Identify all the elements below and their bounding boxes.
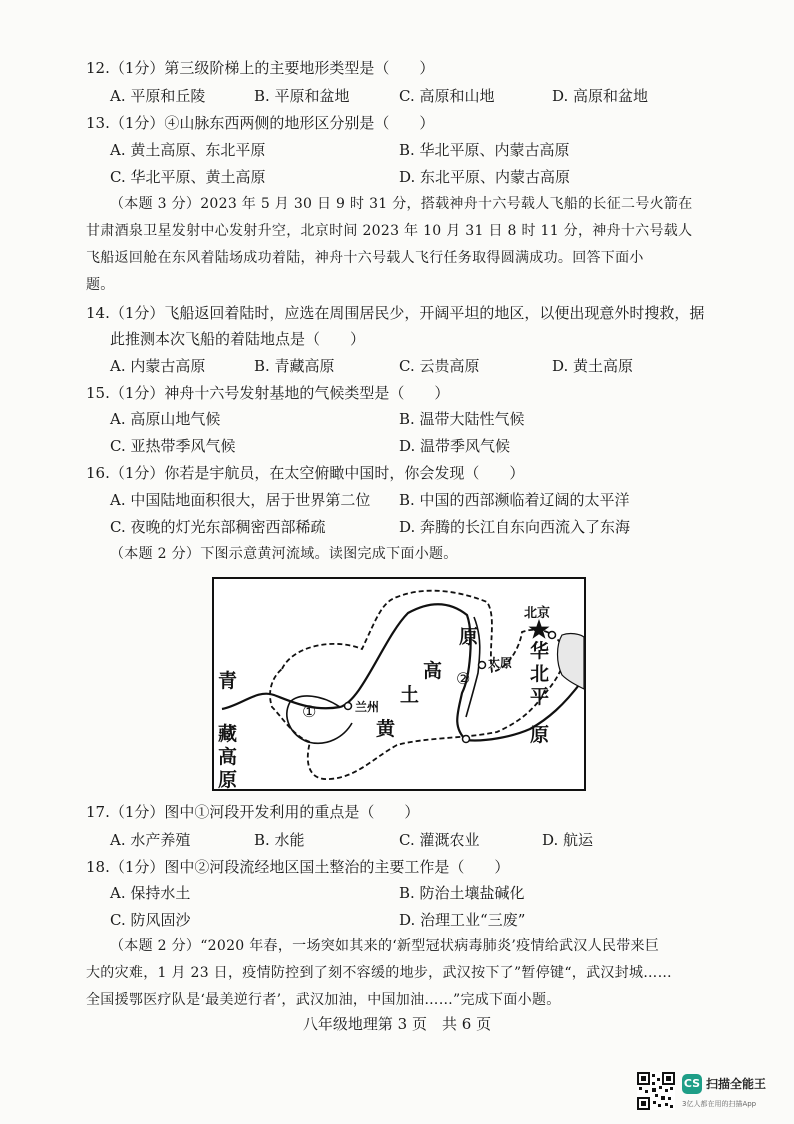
q18-stem: 18.（1分）图中②河段流经地区国土整治的主要工作是（ ） [86, 858, 510, 876]
q14-option-a[interactable]: A. 内蒙古高原 [110, 357, 206, 375]
q15-option-b[interactable]: B. 温带大陆性气候 [399, 410, 525, 428]
label-yuan-east: 原 [530, 724, 550, 746]
q15-option-c[interactable]: C. 亚热带季风气候 [110, 437, 236, 455]
q13-stem: 13.（1分）④山脉东西两侧的地形区分别是（ ） [86, 114, 435, 132]
q18-option-c[interactable]: C. 防风固沙 [110, 911, 191, 929]
q13-option-b[interactable]: B. 华北平原、内蒙古高原 [399, 141, 570, 159]
q17-option-d[interactable]: D. 航运 [542, 831, 594, 849]
passage1-line-2: 甘肃酒泉卫星发射中心发射升空，北京时间 2023 年 10 月 31 日 8 时 11 分，神舟十六号载人 [86, 223, 693, 239]
lanzhou-marker [345, 703, 352, 710]
q16-option-d[interactable]: D. 奔腾的长江自东向西流入了东海 [399, 518, 631, 536]
q16-option-a[interactable]: A. 中国陆地面积很大，居于世界第二位 [110, 491, 371, 509]
q18-option-a[interactable]: A. 保持水土 [110, 884, 191, 902]
q17-option-c[interactable]: C. 灌溉农业 [399, 831, 480, 849]
label-yuan-west: 原 [218, 769, 238, 791]
q17-option-b[interactable]: B. 水能 [254, 831, 305, 849]
label-gao-central: 高 [423, 660, 443, 682]
q14-stem-1: 14.（1分）飞船返回着陆时，应选在周围居民少，开阔平坦的地区，以便出现意外时搜救，据 [86, 304, 705, 322]
label-lanzhou: 兰州 [355, 700, 380, 714]
passage3-line-1: （本题 2 分）“2020 年春，一场突如其来的‘新型冠状病毒肺炎’疫情给武汉人民带来巨 [110, 938, 660, 954]
q17-option-a[interactable]: A. 水产养殖 [110, 831, 191, 849]
q16-option-c[interactable]: C. 夜晚的灯光东部稠密西部稀疏 [110, 518, 326, 536]
label-tu: 土 [400, 684, 420, 706]
passage1-line-3: 飞船返回舱在东风着陆场成功着陆，神舟十六号载人飞行任务取得圆满成功。回答下面小 [86, 250, 644, 266]
label-taiyuan: 太原 [488, 656, 513, 670]
q14-option-b[interactable]: B. 青藏高原 [254, 357, 335, 375]
q12-option-a[interactable]: A. 平原和丘陵 [110, 87, 206, 105]
q13-option-a[interactable]: A. 黄土高原、东北平原 [110, 141, 266, 159]
q17-stem: 17.（1分）图中①河段开发利用的重点是（ ） [86, 803, 420, 821]
label-circle-1: ① [302, 702, 317, 721]
label-beijing: 北京 [524, 606, 551, 621]
q15-option-a[interactable]: A. 高原山地气候 [110, 410, 221, 428]
label-zang: 藏 [218, 723, 238, 745]
passage3-line-2: 大的灾难，1 月 23 日，疫情防控到了刻不容缓的地步，武汉按下了”暂停键“，武汉封城…… [86, 965, 672, 981]
q18-option-d[interactable]: D. 治理工业“三废” [399, 911, 526, 929]
q15-option-d[interactable]: D. 温带季风气候 [399, 437, 511, 455]
taiyuan-marker [479, 662, 486, 669]
q13-option-c[interactable]: C. 华北平原、黄土高原 [110, 168, 266, 186]
qr-code-icon [637, 1072, 675, 1110]
label-yuan-central: 原 [459, 626, 479, 648]
zhengzhou-marker [463, 736, 470, 743]
page-footer: 八年级地理第 3 页 共 6 页 [302, 1015, 492, 1033]
q14-option-d[interactable]: D. 黄土高原 [552, 357, 634, 375]
label-gao-west: 高 [218, 746, 238, 768]
label-qing: 青 [218, 670, 238, 692]
q16-option-b[interactable]: B. 中国的西部濒临着辽阔的太平洋 [399, 491, 630, 509]
q12-option-c[interactable]: C. 高原和山地 [399, 87, 495, 105]
q12-option-b[interactable]: B. 平原和盆地 [254, 87, 350, 105]
q18-option-b[interactable]: B. 防治土壤盐碱化 [399, 884, 525, 902]
label-circle-2: ② [456, 669, 471, 688]
q16-stem: 16.（1分）你若是宇航员，在太空俯瞰中国时，你会发现（ ） [86, 464, 525, 482]
q13-option-d[interactable]: D. 东北平原、内蒙古高原 [399, 168, 571, 186]
passage2: （本题 2 分）下图示意黄河流域。读图完成下面小题。 [110, 546, 458, 562]
yellow-river-basin-map [212, 577, 586, 791]
jinan-marker [549, 632, 556, 639]
q15-stem: 15.（1分）神舟十六号发射基地的气候类型是（ ） [86, 384, 450, 402]
passage3-line-3: 全国援鄂医疗队是‘最美逆行者’，武汉加油，中国加油……”完成下面小题。 [86, 992, 561, 1008]
label-bei: 北 [530, 663, 550, 685]
q14-option-c[interactable]: C. 云贵高原 [399, 357, 480, 375]
label-hua: 华 [530, 640, 550, 662]
q12-stem: 12.（1分）第三级阶梯上的主要地形类型是（ ） [86, 59, 435, 77]
passage1-line-4: 题。 [86, 277, 115, 293]
q14-stem-2: 此推测本次飞船的着陆地点是（ ） [110, 330, 366, 348]
scanner-app-name: 扫描全能王 [706, 1077, 767, 1091]
label-ping: 平 [530, 686, 550, 708]
scanner-tagline: 3亿人都在用的扫描App [682, 1100, 757, 1108]
passage1-line-1: （本题 3 分）2023 年 5 月 30 日 9 时 31 分，搭载神舟十六号载人飞船的长征二号火箭在 [110, 196, 693, 212]
q12-option-d[interactable]: D. 高原和盆地 [552, 87, 649, 105]
camscanner-logo-icon: CS [682, 1074, 702, 1094]
label-huang: 黄 [376, 718, 396, 740]
